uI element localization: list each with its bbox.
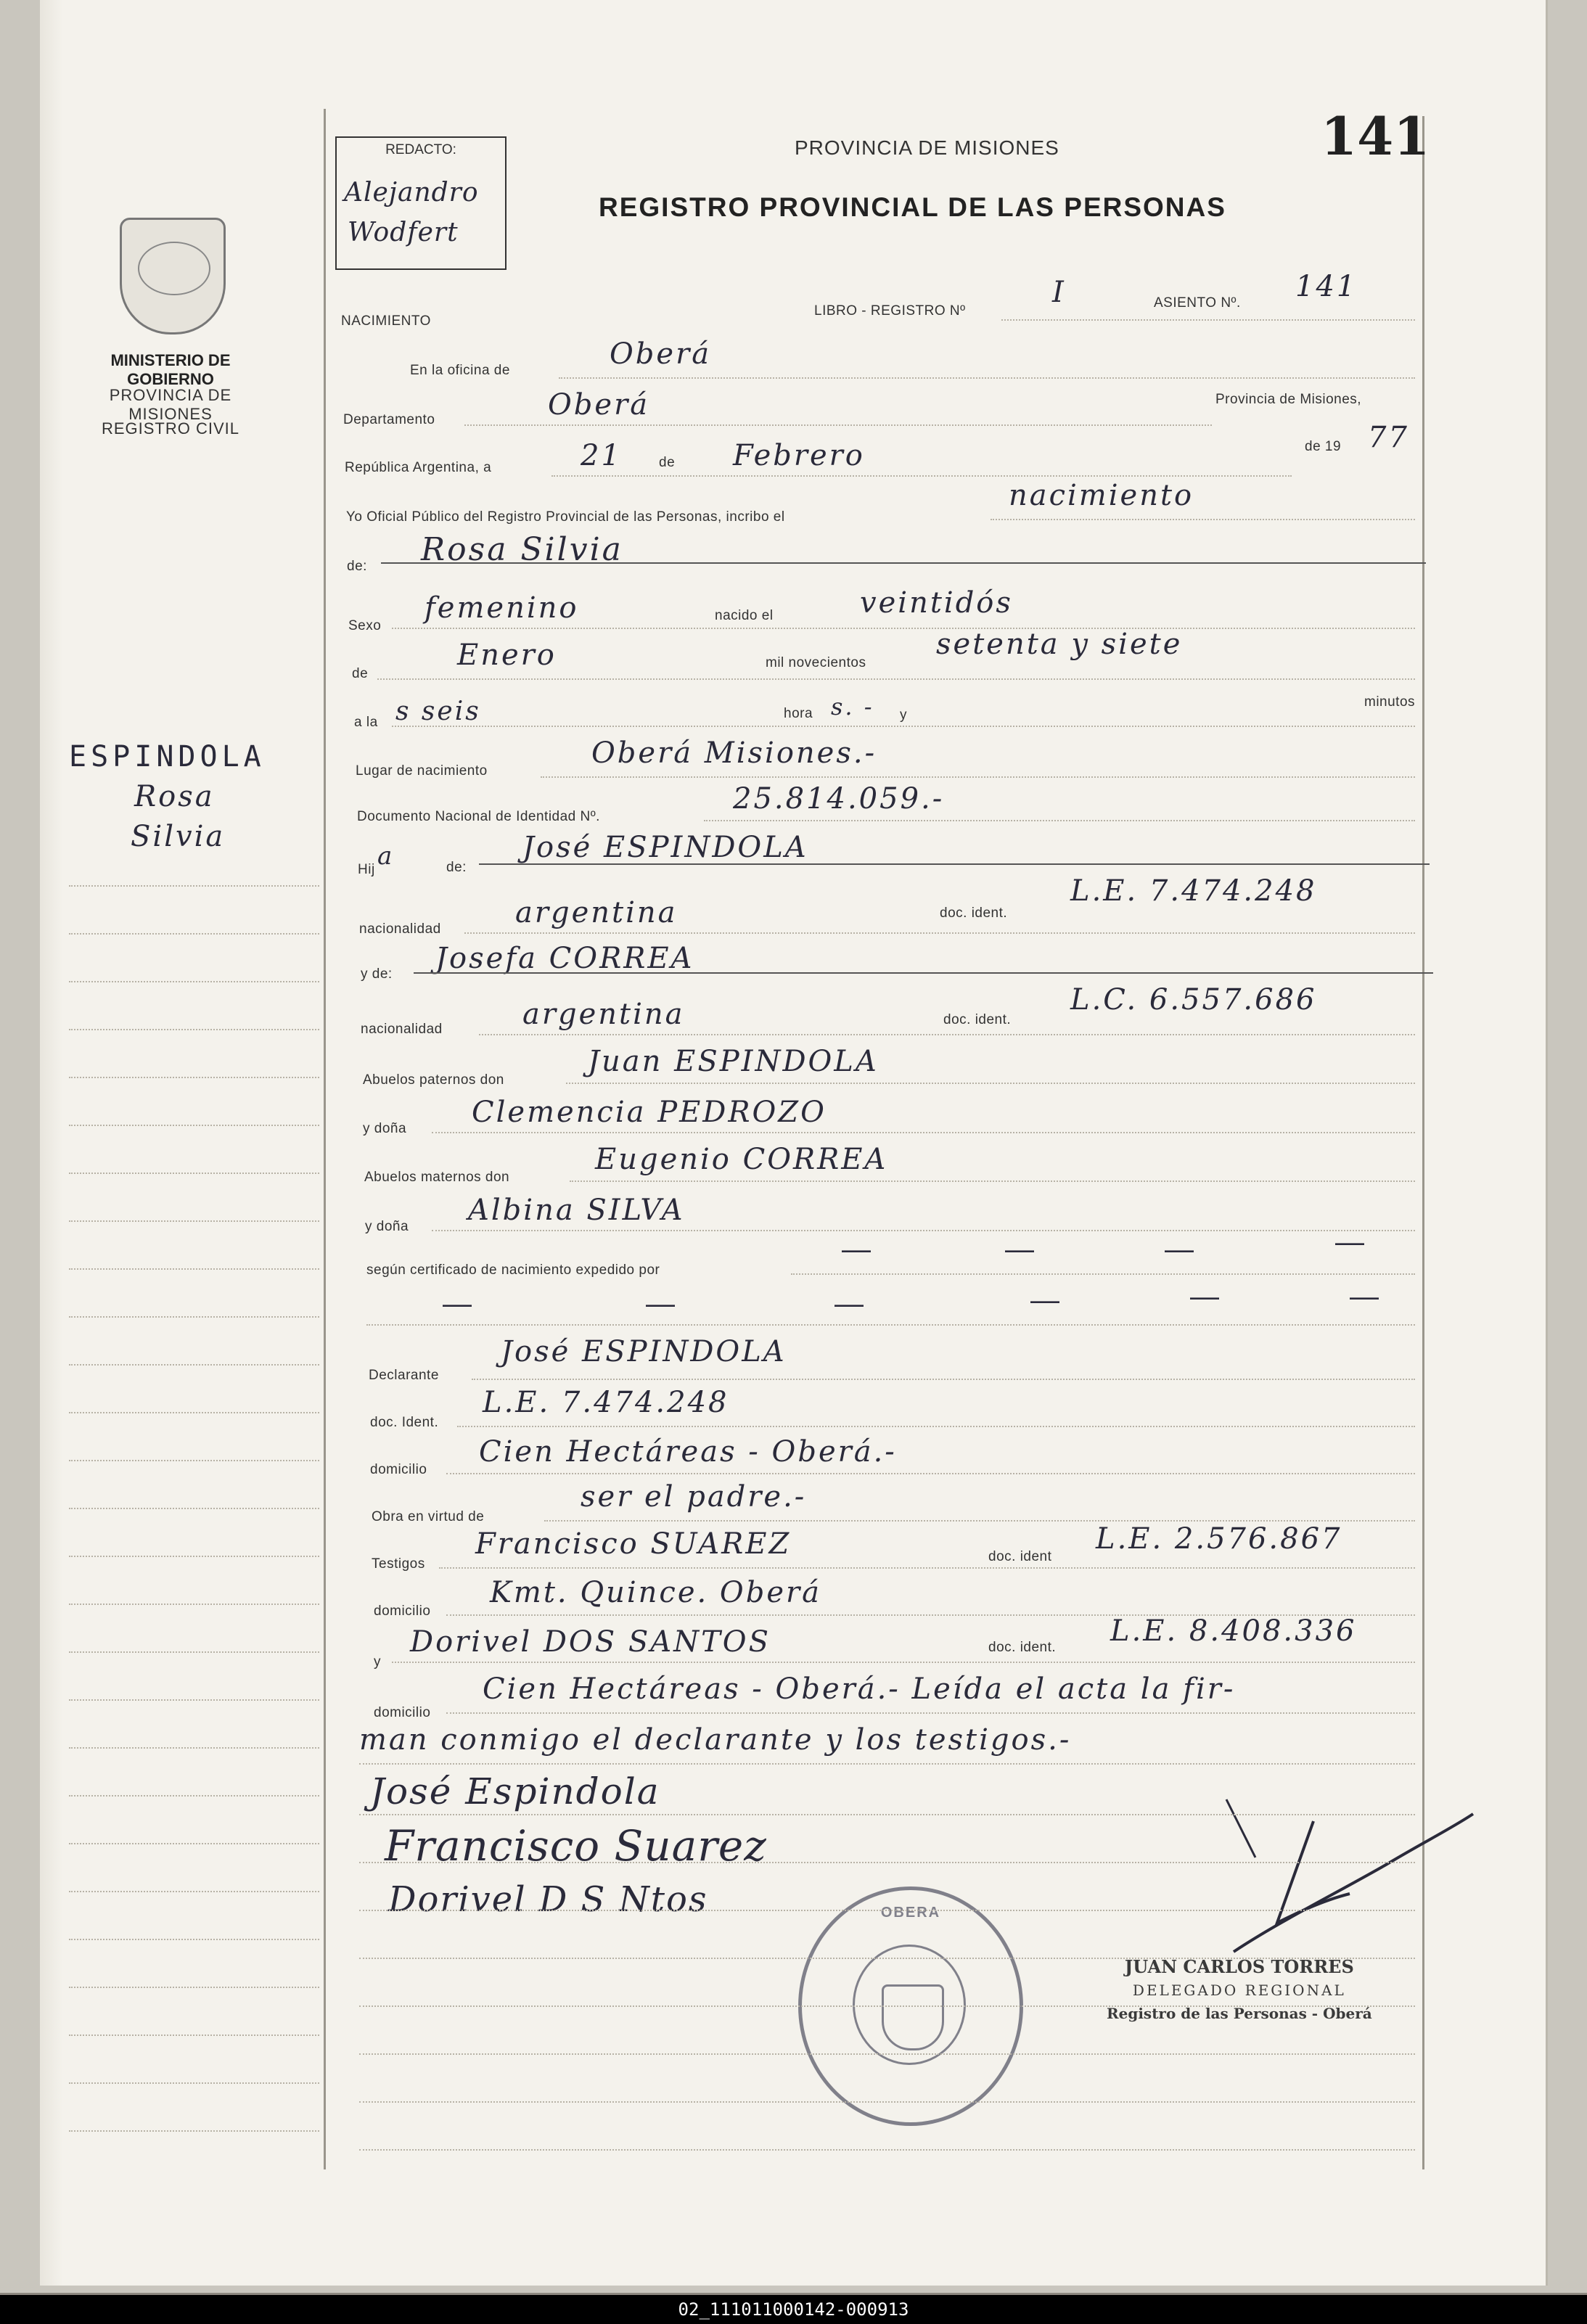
testigo2-doc-value: L.E. 8.408.336 [1110,1614,1357,1648]
body-rule [359,2005,1415,2007]
margin-name2: Silvia [131,820,226,853]
anio-value: 77 [1368,421,1409,454]
margin-rule [69,885,319,887]
redacto-name-line2: Wodfert [348,218,459,247]
ydona-materna-label: y doña [365,1219,409,1234]
margin-rule [69,1460,319,1461]
official-signature-stroke [1147,1778,1480,1966]
rule [472,1379,1415,1380]
margin-rule [69,1987,319,1988]
libro-label: LIBRO - REGISTRO Nº [814,303,966,319]
body-rule [359,2053,1415,2055]
margin-rule [69,1604,319,1605]
abuelo-materno-value: Eugenio CORREA [595,1143,888,1176]
padre-doc-value: L.E. 7.474.248 [1070,874,1317,908]
margin-rule [69,1795,319,1797]
delegado-role: DELEGADO REGIONAL [1132,1982,1346,1999]
rule [551,475,1292,477]
rule [359,1763,1415,1765]
rule [541,776,1415,778]
abuelos-paternos-label: Abuelos paternos don [363,1072,504,1088]
margin-rule [69,1556,319,1557]
margin-rule [69,933,319,935]
oficina-value: Oberá [610,337,712,371]
body-rule [359,1910,1415,1911]
rule [446,1473,1415,1474]
republica-label: República Argentina, a [345,460,492,475]
madre-nacionalidad-value: argentina [522,998,685,1031]
margin-surname: ESPINDOLA [69,740,266,773]
delegado-office: Registro de las Personas - Oberá [1107,2005,1372,2022]
margin-rule [69,1508,319,1509]
rule [570,1181,1415,1182]
lugar-value: Oberá Misiones.- [591,736,877,770]
margin-rule [69,1268,319,1270]
anio-nac-value: setenta y siete [936,628,1183,661]
oficial-label: Yo Oficial Público del Registro Provincial de las Personas, incribo el [346,509,785,525]
de4-label: de: [446,860,467,875]
margin-rule [69,1364,319,1366]
stamp-city: OBERA [880,1905,941,1921]
body-rule [359,1814,1415,1815]
ministry-province: PROVINCIA DE MISIONES [109,386,232,423]
asiento-value: 141 [1295,270,1358,303]
mil-label: mil novecientos [766,655,866,670]
blank-dash: — [1350,1281,1379,1313]
margin-name1: Rosa [134,780,215,813]
sexo-label: Sexo [348,618,382,633]
rule [544,1520,1415,1522]
margin-rule [69,1316,319,1318]
margin-rule [69,1077,319,1078]
blank-dash: — [646,1288,675,1320]
signature-declarante: José Espindola [370,1770,660,1812]
margin-rule [69,1412,319,1413]
rule [704,820,1415,821]
nacido-label: nacido el [715,608,774,623]
rule [439,1567,1415,1569]
margin-rule [69,981,319,982]
rule [446,1712,1415,1714]
stamp-crest-icon [882,1984,944,2050]
margin-rule [69,1220,319,1222]
rule [392,628,1415,629]
madre-doc-value: L.C. 6.557.686 [1070,983,1317,1017]
mes-nac-value: Enero [457,639,557,672]
delegado-signature-block [1107,1955,1372,2025]
segun-label: según certificado de nacimiento expedido por [366,1262,660,1278]
sexo-value: femenino [425,591,579,625]
rule [392,1662,1415,1663]
blank-dash: — [1030,1284,1059,1316]
nacido-value: veintidós [860,586,1013,620]
de-label: de [659,455,676,470]
rule [479,863,1430,865]
padre-nacionalidad-value: argentina [515,896,678,929]
abuelos-maternos-label: Abuelos maternos don [364,1170,510,1185]
rule [1001,319,1415,321]
blank-dash: — [1165,1233,1194,1265]
declarante-domicilio-value: Cien Hectáreas - Oberá.- [479,1435,897,1469]
page-number: 141 [1321,105,1430,167]
body-rule [359,1862,1415,1863]
dni-value: 25.814.059.- [733,782,945,816]
rule [432,1230,1415,1231]
registry-title: REGISTRO PROVINCIAL DE LAS PERSONAS [599,192,1226,222]
rule [464,932,1415,934]
ministry-title: MINISTERIO DE GOBIERNO [110,351,231,388]
margin-rule [69,2130,319,2132]
rule [392,726,1415,727]
margin-rule [69,1939,319,1940]
yde-label: y de: [361,966,393,982]
testigo2-domicilio-value: Cien Hectáreas - Oberá.- Leída el acta la fir- [483,1672,1236,1706]
de2-label: de: [347,559,367,574]
margin-rule [69,1029,319,1030]
hora-label: hora [784,706,813,721]
acto-value: nacimiento [1009,479,1194,512]
crest-emblem [138,242,210,295]
obra-value: ser el padre.- [581,1480,807,1514]
redacto-name-line1: Alejandro [344,178,479,208]
declarante-doc-value: L.E. 7.474.248 [483,1386,729,1419]
testigos-label: Testigos [372,1556,425,1572]
rule [791,1273,1415,1275]
redacto-label: REDACTO: [385,142,456,157]
scan-footer-id: 02_111011000142-000913 [0,2295,1587,2324]
domicilio-testigo2-label: domicilio [374,1705,431,1720]
provincial-crest-icon [120,218,226,334]
asiento-label: ASIENTO Nº. [1154,295,1241,311]
departamento-value: Oberá [548,388,650,422]
oficina-label: En la oficina de [410,363,510,378]
body-rule [359,2101,1415,2103]
rule [432,1132,1415,1133]
hora-value: s seis [395,697,481,726]
docident-madre-label: doc. ident. [943,1012,1012,1027]
declarante-value: José ESPINDOLA [501,1335,787,1368]
margin-rule [69,1747,319,1749]
signature-testigo2: Dorivel D S Ntos [388,1879,708,1920]
rule [366,1324,1415,1326]
docident-declarante-label: doc. Ident. [370,1415,439,1430]
province-header: PROVINCIA DE MISIONES [795,136,1059,159]
rule [377,678,1415,680]
padre-value: José ESPINDOLA [522,831,808,864]
delegado-name: JUAN CARLOS TORRES [1124,1956,1354,1977]
rule [414,972,1433,974]
nacimiento-label: NACIMIENTO [341,313,431,329]
libro-value: I [1052,276,1066,309]
column-line-left [324,109,326,2169]
departamento-label: Departamento [343,412,435,427]
anio-label: de 19 [1305,439,1342,454]
testigo1-domicilio-value: Kmt. Quince. Oberá [490,1576,821,1609]
madre-value: Josefa CORREA [435,942,694,975]
signature-testigo1: Francisco Suarez [385,1821,767,1871]
blank-dash: — [1335,1226,1364,1258]
blank-dash: — [1190,1281,1219,1313]
nacionalidad-padre-label: nacionalidad [359,921,441,937]
domicilio-declarante-label: domicilio [370,1462,427,1477]
margin-rule [69,2082,319,2084]
registro-civil-label: REGISTRO CIVIL [101,419,240,438]
lugar-label: Lugar de nacimiento [356,763,488,779]
declarante-label: Declarante [369,1368,439,1383]
redacto-box [335,136,507,270]
ala-label: a la [354,715,378,730]
rule [464,424,1212,426]
domicilio-testigo1-label: domicilio [374,1604,431,1619]
nacionalidad-madre-label: nacionalidad [361,1022,443,1037]
blank-dash: — [834,1288,864,1320]
dni-label: Documento Nacional de Identidad Nº. [357,809,600,824]
docident-testigo1-label: doc. ident [988,1549,1052,1564]
blank-dash: — [842,1233,871,1265]
abuela-materna-value: Albina SILVA [468,1194,685,1227]
y-label: y [900,707,907,723]
body-rule [359,1958,1415,1959]
margin-rule [69,1173,319,1174]
rule [566,1083,1415,1084]
ydona-paterna-label: y doña [363,1121,407,1136]
rule [559,377,1415,379]
testigo1-doc-value: L.E. 2.576.867 [1096,1522,1342,1556]
testigo1-value: Francisco SUAREZ [475,1527,792,1561]
body-rule [359,2149,1415,2151]
dia-value: 21 [581,439,622,472]
margin-rule [69,1843,319,1844]
testigo2-value: Dorivel DOS SANTOS [410,1625,771,1659]
docident-testigo2-label: doc. ident. [988,1640,1057,1655]
abuela-paterna-value: Clemencia PEDROZO [472,1096,827,1129]
margin-rule [69,1891,319,1892]
closing-text: man conmigo el declarante y los testigos.- [359,1723,1072,1757]
provincia-label: Provincia de Misiones, [1215,392,1362,407]
rule [381,562,1426,564]
mes-value: Febrero [733,439,865,472]
margin-rule [69,2034,319,2036]
y2-label: y [374,1654,381,1670]
obra-label: Obra en virtud de [372,1509,485,1524]
minutos-label: minutos [1364,694,1416,710]
de3-label: de [352,666,369,681]
min-value: s. - [831,693,874,720]
rule [479,1034,1415,1035]
margin-rule [69,1125,319,1126]
hij-suffix: a [377,842,395,871]
blank-dash: — [443,1288,472,1320]
page-binding-edge [40,0,63,2286]
nombre-value: Rosa Silvia [421,531,623,568]
docident-padre-label: doc. ident. [940,906,1008,921]
rule [991,519,1415,520]
blank-dash: — [1005,1233,1034,1265]
abuelo-paterno-value: Juan ESPINDOLA [588,1045,879,1078]
margin-rule [69,1699,319,1701]
margin-rule [69,1651,319,1653]
hij-label: Hij [358,862,375,877]
rule [457,1426,1415,1427]
